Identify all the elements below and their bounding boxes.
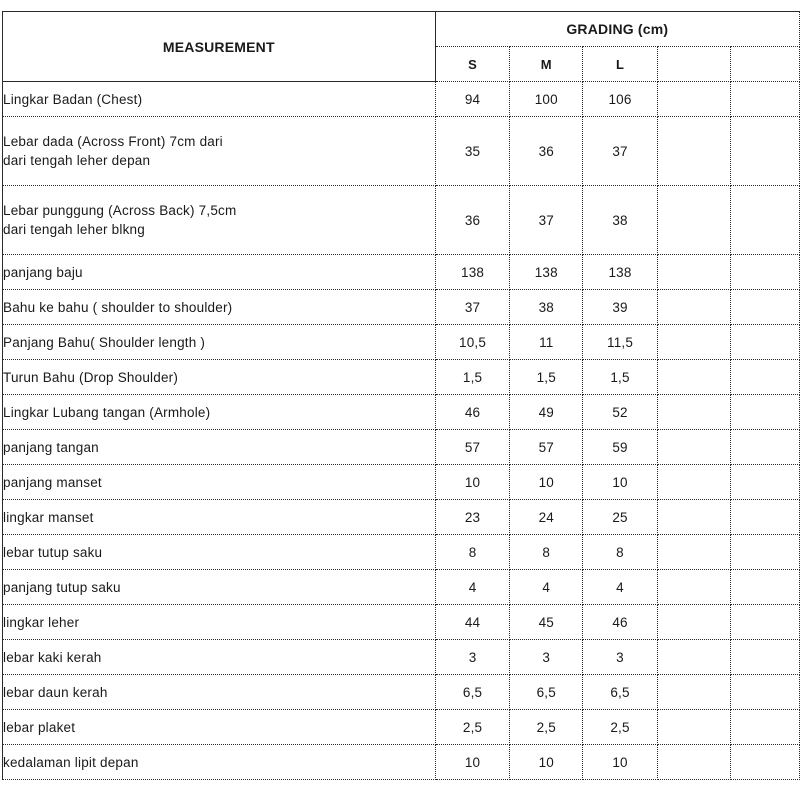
table-row (3, 535, 800, 570)
size-header-m: M (510, 47, 583, 82)
size-value-l: 6,5 (583, 675, 658, 710)
size-value-m: 4 (510, 570, 583, 605)
size-value-s: 44 (435, 605, 510, 640)
table-row (3, 430, 800, 465)
empty-cell (730, 605, 799, 640)
size-value-s: 37 (435, 290, 510, 325)
table-row (3, 675, 800, 710)
table-row (3, 360, 800, 395)
table-row (3, 290, 800, 325)
size-value-m: 24 (510, 500, 583, 535)
empty-cell (730, 465, 799, 500)
grading-table (2, 11, 800, 780)
table-row (3, 186, 800, 255)
size-value-s: 6,5 (435, 675, 510, 710)
empty-cell (730, 535, 799, 570)
size-value-l: 8 (583, 535, 658, 570)
empty-cell (730, 395, 799, 430)
size-value-s: 46 (435, 395, 510, 430)
table-row (3, 465, 800, 500)
size-value-l: 46 (583, 605, 658, 640)
empty-cell (657, 500, 730, 535)
empty-cell (657, 117, 730, 186)
empty-cell (657, 430, 730, 465)
size-value-l: 52 (583, 395, 658, 430)
measurement-label: Lebar punggung (Across Back) 7,5cm dari tengah leher blkng (3, 186, 436, 255)
table-row (3, 605, 800, 640)
size-value-s: 10 (435, 745, 510, 780)
size-value-m: 38 (510, 290, 583, 325)
empty-cell (657, 255, 730, 290)
measurement-label: Panjang Bahu( Shoulder length ) (3, 325, 436, 360)
size-value-s: 36 (435, 186, 510, 255)
size-value-s: 4 (435, 570, 510, 605)
size-value-m: 11 (510, 325, 583, 360)
size-value-s: 138 (435, 255, 510, 290)
size-value-l: 25 (583, 500, 658, 535)
measurement-label: panjang manset (3, 465, 436, 500)
empty-cell (730, 255, 799, 290)
empty-cell (730, 82, 799, 117)
size-value-s: 35 (435, 117, 510, 186)
size-value-l: 10 (583, 465, 658, 500)
size-value-s: 10,5 (435, 325, 510, 360)
measurement-label: panjang tutup saku (3, 570, 436, 605)
table-row (3, 640, 800, 675)
size-value-m: 8 (510, 535, 583, 570)
size-value-s: 10 (435, 465, 510, 500)
size-value-m: 100 (510, 82, 583, 117)
measurement-label: lebar daun kerah (3, 675, 436, 710)
size-value-m: 49 (510, 395, 583, 430)
size-value-s: 8 (435, 535, 510, 570)
size-value-m: 57 (510, 430, 583, 465)
table-row (3, 710, 800, 745)
size-value-s: 3 (435, 640, 510, 675)
empty-cell (730, 640, 799, 675)
empty-cell (730, 360, 799, 395)
empty-cell (657, 745, 730, 780)
size-header-l: L (583, 47, 658, 82)
size-value-s: 94 (435, 82, 510, 117)
table-row (3, 500, 800, 535)
empty-cell (730, 290, 799, 325)
measurement-label: lebar tutup saku (3, 535, 436, 570)
empty-cell (730, 430, 799, 465)
table-row (3, 325, 800, 360)
measurement-label: lebar kaki kerah (3, 640, 436, 675)
empty-cell (730, 570, 799, 605)
size-value-m: 45 (510, 605, 583, 640)
empty-cell (657, 710, 730, 745)
empty-cell (657, 360, 730, 395)
size-value-s: 57 (435, 430, 510, 465)
size-value-l: 106 (583, 82, 658, 117)
grading-header: GRADING (cm) (435, 12, 799, 47)
size-value-l: 39 (583, 290, 658, 325)
empty-size-column (657, 47, 730, 82)
empty-cell (657, 465, 730, 500)
measurement-label: kedalaman lipit depan (3, 745, 436, 780)
empty-cell (730, 186, 799, 255)
measurement-label: Lebar dada (Across Front) 7cm dari dari tengah leher depan (3, 117, 436, 186)
measurement-header: MEASUREMENT (3, 12, 436, 82)
size-value-m: 2,5 (510, 710, 583, 745)
size-value-s: 1,5 (435, 360, 510, 395)
empty-cell (730, 325, 799, 360)
size-value-m: 37 (510, 186, 583, 255)
empty-cell (657, 640, 730, 675)
empty-size-column (730, 47, 799, 82)
size-value-l: 4 (583, 570, 658, 605)
size-value-m: 138 (510, 255, 583, 290)
size-value-l: 11,5 (583, 325, 658, 360)
size-value-m: 10 (510, 745, 583, 780)
empty-cell (657, 325, 730, 360)
table-row (3, 255, 800, 290)
size-value-m: 36 (510, 117, 583, 186)
size-value-l: 3 (583, 640, 658, 675)
table-row (3, 395, 800, 430)
table-row (3, 82, 800, 117)
empty-cell (730, 710, 799, 745)
empty-cell (657, 290, 730, 325)
measurement-label: lebar plaket (3, 710, 436, 745)
empty-cell (730, 745, 799, 780)
size-value-l: 2,5 (583, 710, 658, 745)
size-value-m: 3 (510, 640, 583, 675)
measurement-label: Bahu ke bahu ( shoulder to shoulder) (3, 290, 436, 325)
size-value-m: 10 (510, 465, 583, 500)
table-row (3, 117, 800, 186)
size-value-m: 6,5 (510, 675, 583, 710)
measurement-rows (3, 82, 800, 780)
empty-cell (657, 535, 730, 570)
empty-cell (657, 570, 730, 605)
size-value-l: 37 (583, 117, 658, 186)
measurement-label: Lingkar Lubang tangan (Armhole) (3, 395, 436, 430)
table-row (3, 745, 800, 780)
size-value-m: 1,5 (510, 360, 583, 395)
measurement-label: panjang baju (3, 255, 436, 290)
measurement-label: Lingkar Badan (Chest) (3, 82, 436, 117)
empty-cell (657, 186, 730, 255)
empty-cell (657, 82, 730, 117)
measurement-label: lingkar manset (3, 500, 436, 535)
measurement-label: lingkar leher (3, 605, 436, 640)
size-value-l: 10 (583, 745, 658, 780)
empty-cell (730, 675, 799, 710)
size-header-s: S (435, 47, 510, 82)
size-value-l: 38 (583, 186, 658, 255)
empty-cell (657, 675, 730, 710)
empty-cell (730, 117, 799, 186)
empty-cell (730, 500, 799, 535)
empty-cell (657, 605, 730, 640)
table-row (3, 570, 800, 605)
size-value-s: 2,5 (435, 710, 510, 745)
size-value-l: 1,5 (583, 360, 658, 395)
measurement-label: panjang tangan (3, 430, 436, 465)
size-value-l: 59 (583, 430, 658, 465)
empty-cell (657, 395, 730, 430)
size-value-l: 138 (583, 255, 658, 290)
measurement-label: Turun Bahu (Drop Shoulder) (3, 360, 436, 395)
size-value-s: 23 (435, 500, 510, 535)
